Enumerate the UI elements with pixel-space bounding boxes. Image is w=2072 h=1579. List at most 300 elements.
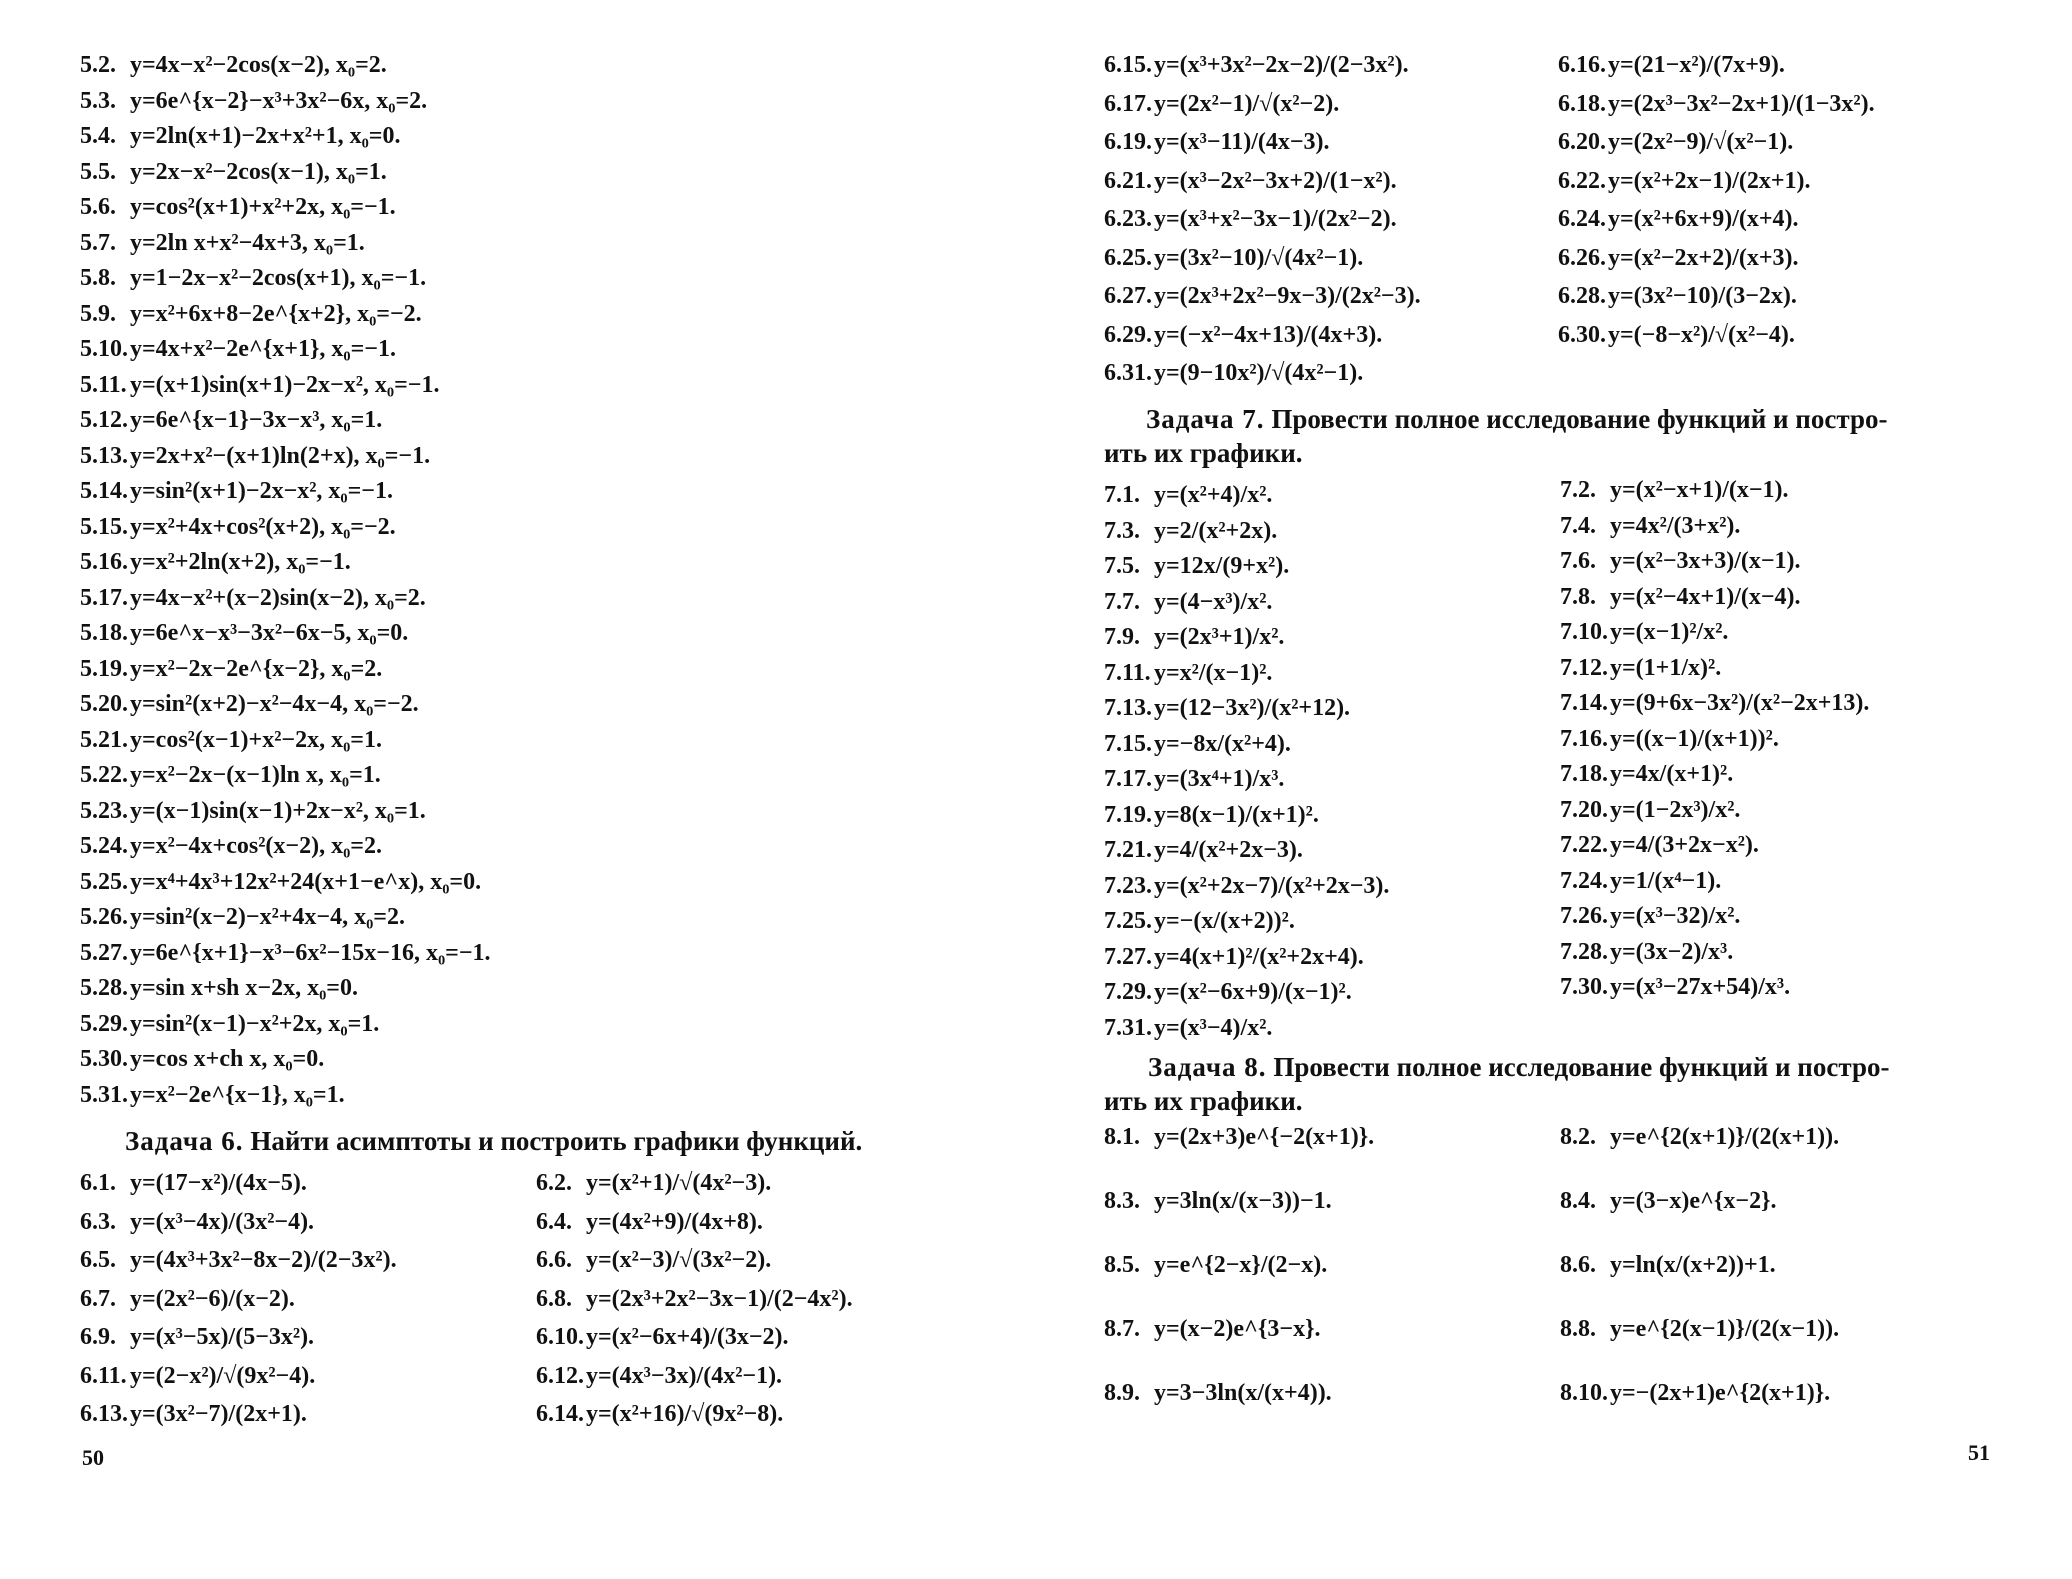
- item-formula: y=(2x²−9)/√(x²−1).: [1608, 129, 1794, 155]
- item-number: 5.16.: [80, 549, 128, 575]
- problem-5-5: [80, 157, 387, 187]
- problem-5-10: [80, 334, 396, 364]
- item-number: 6.4.: [536, 1208, 572, 1235]
- item-number: 8.3.: [1104, 1188, 1140, 1214]
- problem-7-16: [1560, 724, 1779, 754]
- problem-5-31: [80, 1080, 345, 1110]
- item-number: 7.28.: [1560, 938, 1608, 965]
- item-formula: y=2/(x²+2x).: [1154, 517, 1278, 544]
- item-number: 5.2.: [80, 52, 116, 78]
- item-number: 7.15.: [1104, 730, 1152, 757]
- task8-heading: [1104, 1050, 1889, 1118]
- item-formula: y=e^{2(x−1)}/(2(x−1)).: [1610, 1316, 1840, 1342]
- problem-7-12: [1560, 653, 1721, 683]
- problem-7-19: [1104, 800, 1319, 830]
- task7-label: Задача 7.: [1146, 404, 1265, 434]
- item-formula: y=(17−x²)/(4x−5).: [130, 1170, 307, 1196]
- item-formula: y=e^{2(x+1)}/(2(x+1)).: [1610, 1124, 1840, 1150]
- item-formula: y=(x²+2x−1)/(2x+1).: [1608, 167, 1811, 194]
- page-number-50: 50: [82, 1445, 104, 1470]
- problem-6-16: [1558, 50, 1785, 80]
- item-number: 5.27.: [80, 939, 128, 966]
- item-formula: y=(x+1)sin(x+1)−2x−x², x₀=−1.: [130, 371, 440, 398]
- item-formula: y=(x²−3x+3)/(x−1).: [1610, 548, 1801, 574]
- item-formula: y=(x²−2x+2)/(x+3).: [1608, 244, 1799, 271]
- item-number: 5.4.: [80, 123, 116, 149]
- item-number: 7.31.: [1104, 1014, 1152, 1041]
- item-number: 7.25.: [1104, 908, 1152, 934]
- item-formula: y=(2x²−6)/(x−2).: [130, 1285, 295, 1312]
- item-number: 6.14.: [536, 1401, 584, 1427]
- item-formula: y=2x+x²−(x+1)ln(2+x), x₀=−1.: [130, 442, 431, 469]
- item-number: 7.13.: [1104, 695, 1152, 721]
- item-number: 7.11.: [1104, 659, 1151, 686]
- item-formula: y=1/(x⁴−1).: [1610, 867, 1722, 894]
- item-number: 8.6.: [1560, 1252, 1596, 1278]
- item-number: 5.7.: [80, 229, 116, 256]
- item-number: 6.23.: [1104, 206, 1152, 232]
- item-formula: y=(3x²−10)/(3−2x).: [1608, 283, 1797, 309]
- item-number: 8.9.: [1104, 1380, 1140, 1406]
- problem-7-4: [1560, 511, 1740, 541]
- item-formula: y=(3x−2)/x³.: [1610, 938, 1734, 965]
- problem-5-28: [80, 973, 358, 1003]
- problem-6-25: [1104, 243, 1363, 273]
- item-formula: y=(2x²−1)/√(x²−2).: [1154, 90, 1340, 117]
- problem-5-19: [80, 654, 382, 684]
- item-formula: y=2ln(x+1)−2x+x²+1, x₀=0.: [130, 123, 401, 149]
- item-number: 8.1.: [1104, 1124, 1140, 1150]
- problem-7-1: [1104, 480, 1272, 510]
- item-number: 5.14.: [80, 478, 128, 504]
- item-number: 7.27.: [1104, 943, 1152, 970]
- problem-6-26: [1558, 243, 1799, 273]
- problem-7-9: [1104, 622, 1284, 652]
- item-number: 7.26.: [1560, 903, 1608, 929]
- problem-6-30: [1558, 320, 1795, 350]
- problem-7-2: [1560, 475, 1789, 505]
- item-number: 6.24.: [1558, 206, 1606, 232]
- item-formula: y=4(x+1)²/(x²+2x+4).: [1154, 943, 1364, 970]
- item-number: 5.9.: [80, 300, 116, 327]
- item-number: 6.20.: [1558, 129, 1606, 155]
- item-number: 6.7.: [80, 1285, 116, 1312]
- item-formula: y=(4x²+9)/(4x+8).: [586, 1208, 763, 1235]
- item-number: 6.10.: [536, 1324, 584, 1350]
- item-number: 7.19.: [1104, 801, 1152, 828]
- item-number: 5.11.: [80, 371, 127, 398]
- problem-6-6: [536, 1245, 771, 1275]
- problem-6-5: [80, 1245, 397, 1275]
- item-number: 5.22.: [80, 762, 128, 788]
- problem-5-13: [80, 441, 430, 471]
- item-number: 5.18.: [80, 620, 128, 646]
- task7-line2: ить их графики.: [1104, 438, 1303, 468]
- problem-7-30: [1560, 972, 1790, 1002]
- problem-7-13: [1104, 693, 1350, 723]
- item-number: 5.5.: [80, 158, 116, 185]
- item-formula: y=12x/(9+x²).: [1154, 553, 1290, 579]
- item-number: 5.28.: [80, 975, 128, 1001]
- task8-line2: ить их графики.: [1104, 1086, 1303, 1116]
- item-number: 6.12.: [536, 1362, 584, 1389]
- problem-5-29: [80, 1009, 379, 1039]
- problem-6-28: [1558, 281, 1797, 311]
- item-number: 6.31.: [1104, 360, 1152, 386]
- item-formula: y=4/(x²+2x−3).: [1154, 837, 1303, 863]
- item-formula: y=(3x⁴+1)/x³.: [1154, 766, 1285, 792]
- item-number: 7.17.: [1104, 766, 1152, 792]
- problem-6-9: [80, 1322, 314, 1352]
- problem-7-5: [1104, 551, 1289, 581]
- problem-7-18: [1560, 759, 1733, 789]
- problem-8-7: [1104, 1314, 1321, 1344]
- item-number: 7.1.: [1104, 482, 1140, 508]
- item-formula: y=x²+6x+8−2e^{x+2}, x₀=−2.: [130, 300, 422, 327]
- item-formula: y=x⁴+4x³+12x²+24(x+1−e^x), x₀=0.: [130, 868, 482, 895]
- problem-6-27: [1104, 281, 1421, 311]
- item-formula: y=cos²(x−1)+x²−2x, x₀=1.: [130, 726, 382, 753]
- problem-7-23: [1104, 871, 1389, 901]
- item-formula: y=(x²+16)/√(9x²−8).: [586, 1401, 784, 1427]
- item-number: 7.7.: [1104, 588, 1140, 615]
- item-formula: y=sin²(x+2)−x²−4x−4, x₀=−2.: [130, 691, 419, 717]
- item-number: 5.6.: [80, 194, 116, 220]
- item-formula: y=6e^{x−2}−x³+3x²−6x, x₀=2.: [130, 87, 428, 114]
- problem-8-3: [1104, 1186, 1332, 1216]
- item-formula: y=(x³−11)/(4x−3).: [1154, 129, 1330, 155]
- item-formula: y=x²−2e^{x−1}, x₀=1.: [130, 1081, 345, 1108]
- item-number: 5.20.: [80, 691, 128, 717]
- item-number: 7.20.: [1560, 796, 1608, 823]
- problem-5-24: [80, 831, 382, 861]
- problem-5-27: [80, 938, 491, 968]
- item-formula: y=(1−2x³)/x².: [1610, 796, 1741, 823]
- item-formula: y=(1+1/x)².: [1610, 654, 1722, 681]
- item-formula: y=x²+4x+cos²(x+2), x₀=−2.: [130, 513, 396, 540]
- item-formula: y=(2x+3)e^{−2(x+1)}.: [1154, 1124, 1375, 1150]
- item-formula: y=(x³+x²−3x−1)/(2x²−2).: [1154, 206, 1397, 232]
- item-formula: y=sin²(x−1)−x²+2x, x₀=1.: [130, 1010, 380, 1037]
- problem-6-1: [80, 1168, 307, 1198]
- page-number-51: 51: [1968, 1440, 1990, 1465]
- item-number: 7.5.: [1104, 553, 1140, 579]
- problem-5-17: [80, 583, 426, 613]
- item-number: 5.3.: [80, 87, 116, 114]
- item-number: 7.23.: [1104, 872, 1152, 899]
- item-number: 5.21.: [80, 726, 128, 753]
- task7-line1: Провести полное исследование функций и постро-: [1271, 404, 1888, 434]
- item-number: 5.8.: [80, 265, 116, 291]
- problem-7-8: [1560, 582, 1801, 612]
- item-formula: y=4x−x²+(x−2)sin(x−2), x₀=2.: [130, 584, 426, 611]
- item-formula: y=(x³+3x²−2x−2)/(2−3x²).: [1154, 52, 1409, 78]
- item-formula: y=(2x³+1)/x².: [1154, 624, 1285, 650]
- problem-5-21: [80, 725, 382, 755]
- problem-5-22: [80, 760, 381, 790]
- problem-8-2: [1560, 1122, 1839, 1152]
- item-number: 5.25.: [80, 868, 128, 895]
- item-formula: y=6e^x−x³−3x²−6x−5, x₀=0.: [130, 620, 409, 646]
- item-number: 8.8.: [1560, 1316, 1596, 1342]
- item-number: 6.3.: [80, 1208, 116, 1235]
- problem-6-18: [1558, 89, 1875, 119]
- problem-6-10: [536, 1322, 789, 1352]
- item-number: 8.4.: [1560, 1188, 1596, 1214]
- item-formula: y=4x²/(3+x²).: [1610, 512, 1741, 539]
- item-number: 7.6.: [1560, 548, 1596, 574]
- task8-line1: Провести полное исследование функций и постро-: [1273, 1052, 1890, 1082]
- item-formula: y=((x−1)/(x+1))².: [1610, 725, 1779, 752]
- problem-6-7: [80, 1284, 295, 1314]
- item-number: 5.26.: [80, 904, 128, 930]
- problem-5-6: [80, 192, 396, 222]
- item-formula: y=x²−2x−(x−1)ln x, x₀=1.: [130, 762, 381, 788]
- problem-7-21: [1104, 835, 1303, 865]
- item-number: 6.11.: [80, 1362, 127, 1389]
- problem-5-2: [80, 50, 387, 80]
- problem-5-4: [80, 121, 400, 151]
- problem-6-3: [80, 1207, 314, 1237]
- problem-5-11: [80, 370, 439, 400]
- item-formula: y=2ln x+x²−4x+3, x₀=1.: [130, 229, 365, 256]
- item-number: 7.24.: [1560, 867, 1608, 894]
- item-formula: y=−(2x+1)e^{2(x+1)}.: [1610, 1380, 1831, 1406]
- item-number: 6.6.: [536, 1247, 572, 1273]
- problem-8-10: [1560, 1378, 1830, 1408]
- item-formula: y=3−3ln(x/(x+4)).: [1154, 1380, 1332, 1406]
- problem-7-26: [1560, 901, 1740, 931]
- item-number: 5.12.: [80, 407, 128, 433]
- item-number: 6.27.: [1104, 283, 1152, 309]
- item-number: 5.19.: [80, 655, 128, 682]
- problem-5-30: [80, 1044, 324, 1074]
- item-number: 6.15.: [1104, 52, 1152, 78]
- problem-6-13: [80, 1399, 307, 1429]
- item-formula: y=(3−x)e^{x−2}.: [1610, 1188, 1777, 1214]
- item-number: 5.13.: [80, 442, 128, 469]
- problem-5-15: [80, 512, 396, 542]
- item-formula: y=1−2x−x²−2cos(x+1), x₀=−1.: [130, 265, 427, 291]
- item-number: 7.18.: [1560, 761, 1608, 787]
- item-formula: y=(x²−4x+1)/(x−4).: [1610, 583, 1801, 610]
- item-number: 7.12.: [1560, 654, 1608, 681]
- item-formula: y=4/(3+2x−x²).: [1610, 832, 1759, 858]
- item-formula: y=(x²+1)/√(4x²−3).: [586, 1170, 772, 1196]
- task6-text: Найти асимптоты и построить графики функций.: [250, 1126, 863, 1156]
- item-formula: y=4x/(x+1)².: [1610, 761, 1734, 787]
- item-formula: y=(x²+2x−7)/(x²+2x−3).: [1154, 872, 1390, 899]
- item-number: 7.22.: [1560, 832, 1608, 858]
- item-formula: y=(4x³−3x)/(4x²−1).: [586, 1362, 783, 1389]
- problem-8-5: [1104, 1250, 1327, 1280]
- problem-7-29: [1104, 977, 1352, 1007]
- problem-7-20: [1560, 795, 1740, 825]
- item-number: 6.2.: [536, 1170, 572, 1196]
- problem-6-15: [1104, 50, 1409, 80]
- problem-7-22: [1560, 830, 1759, 860]
- item-number: 6.28.: [1558, 283, 1606, 309]
- item-number: 5.29.: [80, 1010, 128, 1037]
- item-formula: y=(x²+4)/x².: [1154, 482, 1273, 508]
- task7-heading: [1104, 402, 1887, 470]
- problem-8-8: [1560, 1314, 1839, 1344]
- problem-6-21: [1104, 166, 1397, 196]
- item-formula: y=(4−x³)/x².: [1154, 588, 1273, 615]
- problem-6-14: [536, 1399, 783, 1429]
- item-number: 5.23.: [80, 797, 128, 824]
- item-formula: y=3ln(x/(x−3))−1.: [1154, 1188, 1332, 1214]
- item-number: 7.30.: [1560, 974, 1608, 1000]
- problem-6-24: [1558, 204, 1799, 234]
- problem-5-26: [80, 902, 405, 932]
- problem-7-7: [1104, 587, 1272, 617]
- item-formula: y=(3x²−10)/√(4x²−1).: [1154, 244, 1364, 271]
- item-formula: y=(x−1)²/x².: [1610, 619, 1729, 645]
- task6-label: Задача 6.: [125, 1126, 244, 1156]
- item-number: 7.9.: [1104, 624, 1140, 650]
- item-number: 6.5.: [80, 1247, 116, 1273]
- item-number: 7.2.: [1560, 477, 1596, 503]
- problem-6-17: [1104, 89, 1339, 119]
- item-number: 6.9.: [80, 1324, 116, 1350]
- item-formula: y=x²−4x+cos²(x−2), x₀=2.: [130, 833, 382, 859]
- item-number: 7.16.: [1560, 725, 1608, 752]
- problem-5-20: [80, 689, 419, 719]
- item-number: 7.29.: [1104, 979, 1152, 1005]
- item-number: 7.21.: [1104, 837, 1152, 863]
- problem-8-4: [1560, 1186, 1777, 1216]
- item-number: 6.30.: [1558, 321, 1606, 348]
- item-number: 5.17.: [80, 584, 128, 611]
- item-formula: y=(x³−5x)/(5−3x²).: [130, 1324, 315, 1350]
- task6-heading: [125, 1124, 862, 1158]
- item-formula: y=ln(x/(x+2))+1.: [1610, 1252, 1776, 1278]
- item-formula: y=e^{2−x}/(2−x).: [1154, 1252, 1328, 1278]
- task8-label: Задача 8.: [1148, 1052, 1267, 1082]
- problem-6-23: [1104, 204, 1397, 234]
- item-formula: y=4x−x²−2cos(x−2), x₀=2.: [130, 52, 387, 78]
- item-formula: y=x²+2ln(x+2), x₀=−1.: [130, 549, 351, 575]
- problem-6-31: [1104, 358, 1363, 388]
- item-number: 5.15.: [80, 513, 128, 540]
- item-formula: y=(x²+6x+9)/(x+4).: [1608, 206, 1799, 232]
- item-formula: y=6e^{x−1}−3x−x³, x₀=1.: [130, 407, 383, 433]
- item-formula: y=(2x³−3x²−2x+1)/(1−3x²).: [1608, 90, 1875, 117]
- item-formula: y=(2−x²)/√(9x²−4).: [130, 1362, 316, 1389]
- problem-6-8: [536, 1284, 853, 1314]
- problem-8-1: [1104, 1122, 1374, 1152]
- problem-7-15: [1104, 729, 1291, 759]
- item-formula: y=(x³−32)/x².: [1610, 903, 1741, 929]
- item-formula: y=(9−10x²)/√(4x²−1).: [1154, 360, 1364, 386]
- problem-7-24: [1560, 866, 1721, 896]
- problem-5-18: [80, 618, 408, 648]
- item-formula: y=2x−x²−2cos(x−1), x₀=1.: [130, 158, 387, 185]
- item-formula: y=sin²(x−2)−x²+4x−4, x₀=2.: [130, 904, 405, 930]
- item-formula: y=(9+6x−3x²)/(x²−2x+13).: [1610, 690, 1870, 716]
- problem-7-28: [1560, 937, 1733, 967]
- problem-7-3: [1104, 516, 1277, 546]
- item-number: 6.18.: [1558, 90, 1606, 117]
- problem-5-25: [80, 867, 481, 897]
- item-formula: y=(x−2)e^{3−x}.: [1154, 1316, 1321, 1342]
- item-number: 7.14.: [1560, 690, 1608, 716]
- problem-7-6: [1560, 546, 1801, 576]
- problem-7-10: [1560, 617, 1728, 647]
- item-number: 8.7.: [1104, 1316, 1140, 1342]
- item-number: 6.25.: [1104, 244, 1152, 271]
- item-formula: y=cos²(x+1)+x²+2x, x₀=−1.: [130, 194, 396, 220]
- item-formula: y=(2x³+2x²−3x−1)/(2−4x²).: [586, 1285, 853, 1312]
- problem-5-3: [80, 86, 427, 116]
- problem-5-16: [80, 547, 351, 577]
- item-formula: y=(21−x²)/(7x+9).: [1608, 52, 1785, 78]
- item-formula: y=sin²(x+1)−2x−x², x₀=−1.: [130, 478, 393, 504]
- problem-6-19: [1104, 127, 1330, 157]
- problem-6-12: [536, 1361, 782, 1391]
- item-formula: y=(x²−6x+9)/(x−1)².: [1154, 979, 1352, 1005]
- item-number: 6.13.: [80, 1401, 128, 1427]
- problem-7-27: [1104, 942, 1364, 972]
- problem-7-11: [1104, 658, 1272, 688]
- item-formula: y=(x³−2x²−3x+2)/(1−x²).: [1154, 167, 1397, 194]
- problem-7-31: [1104, 1013, 1272, 1043]
- item-formula: y=4x+x²−2e^{x+1}, x₀=−1.: [130, 336, 396, 362]
- item-formula: y=(12−3x²)/(x²+12).: [1154, 695, 1351, 721]
- item-number: 8.10.: [1560, 1380, 1608, 1406]
- item-number: 6.17.: [1104, 90, 1152, 117]
- problem-5-23: [80, 796, 426, 826]
- item-number: 6.19.: [1104, 129, 1152, 155]
- problem-5-8: [80, 263, 426, 293]
- item-formula: y=6e^{x+1}−x³−6x²−15x−16, x₀=−1.: [130, 939, 491, 966]
- item-number: 5.10.: [80, 336, 128, 362]
- problem-8-6: [1560, 1250, 1776, 1280]
- item-formula: y=−(x/(x+2))².: [1154, 908, 1295, 934]
- item-formula: y=(x³−27x+54)/x³.: [1610, 974, 1791, 1000]
- item-number: 6.1.: [80, 1170, 116, 1196]
- item-formula: y=(x³−4x)/(3x²−4).: [130, 1208, 315, 1235]
- item-number: 7.8.: [1560, 583, 1596, 610]
- problem-6-2: [536, 1168, 771, 1198]
- item-formula: y=(x²−6x+4)/(3x−2).: [586, 1324, 789, 1350]
- item-formula: y=cos x+ch x, x₀=0.: [130, 1046, 325, 1072]
- item-formula: y=(x²−x+1)/(x−1).: [1610, 477, 1789, 503]
- item-number: 5.24.: [80, 833, 128, 859]
- problem-7-25: [1104, 906, 1295, 936]
- item-number: 8.2.: [1560, 1124, 1596, 1150]
- item-number: 7.4.: [1560, 512, 1596, 539]
- problem-5-9: [80, 299, 422, 329]
- problem-7-17: [1104, 764, 1284, 794]
- item-number: 7.3.: [1104, 517, 1140, 544]
- problem-5-7: [80, 228, 365, 258]
- problem-6-22: [1558, 166, 1811, 196]
- item-formula: y=−8x/(x²+4).: [1154, 730, 1291, 757]
- item-number: 6.26.: [1558, 244, 1606, 271]
- item-formula: y=(4x³+3x²−8x−2)/(2−3x²).: [130, 1247, 397, 1273]
- item-number: 6.29.: [1104, 321, 1152, 348]
- item-number: 6.8.: [536, 1285, 572, 1312]
- problem-5-12: [80, 405, 382, 435]
- item-number: 7.10.: [1560, 619, 1608, 645]
- page-51: [1036, 0, 2072, 1579]
- item-formula: y=(3x²−7)/(2x+1).: [130, 1401, 307, 1427]
- item-number: 6.16.: [1558, 52, 1606, 78]
- item-number: 6.22.: [1558, 167, 1606, 194]
- item-formula: y=sin x+sh x−2x, x₀=0.: [130, 975, 358, 1001]
